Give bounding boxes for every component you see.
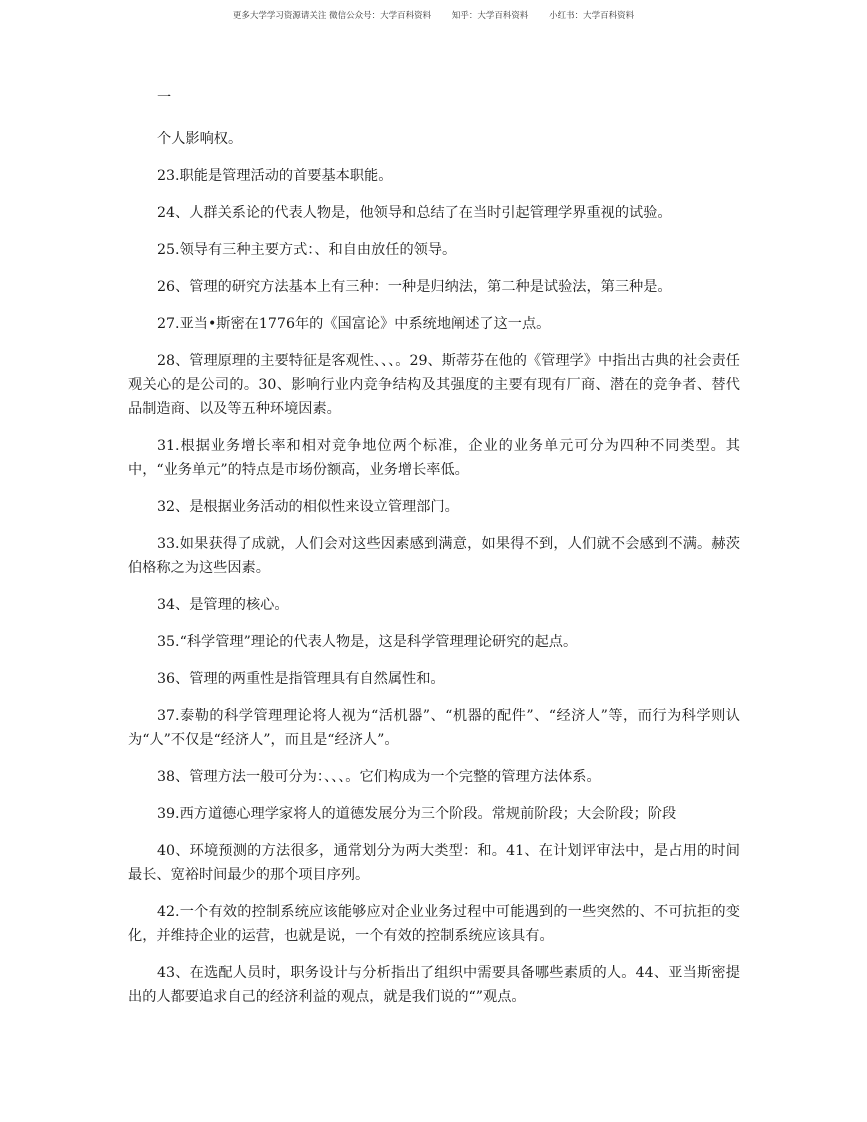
paragraph: 31.根据业务增长率和相对竞争地位两个标准，企业的业务单元可分为四种不同类型。其中，“业务单元”的特点是市场份额高，业务增长率低。	[128, 438, 740, 478]
header-wechat-text: 更多大学学习资源请关注 微信公众号：大学百科资料	[232, 11, 432, 21]
paragraph: 38、管理方法一般可分为：、、、。它们构成为一个完整的管理方法体系。	[157, 769, 601, 785]
paragraph: 42.一个有效的控制系统应该能够应对企业业务过程中可能遇到的一些突然的、不可抗拒的变化，并维持企业的运营，也就是说，一个有效的控制系统应该具有。	[128, 904, 740, 944]
header-xiaohongshu-text: 小红书：大学百科资料	[549, 11, 635, 21]
paragraph: 27.亚当•斯密在1776年的《国富论》中系统地阐述了这一点。	[157, 316, 551, 332]
page-header	[0, 9, 867, 21]
document-body	[128, 86, 740, 1022]
paragraph: 个人影响权。	[157, 131, 243, 147]
paragraph: 43、在选配人员时，职务设计与分析指出了组织中需要具备哪些素质的人。44、亚当斯密提出的人都要追求自己的经济利益的观点，就是我们说的“”观点。	[128, 965, 740, 1005]
paragraph: 36、管理的两重性是指管理具有自然属性和。	[157, 671, 445, 687]
header-zhihu-text: 知乎：大学百科资料	[451, 11, 529, 21]
paragraph: 40、环境预测的方法很多，通常划分为两大类型：和。41、在计划评审法中，是占用的时间最长、宽裕时间最少的那个项目序列。	[128, 843, 740, 883]
paragraph: 23.职能是管理活动的首要基本职能。	[157, 168, 393, 184]
paragraph: 33.如果获得了成就，人们会对这些因素感到满意，如果得不到，人们就不会感到不满。赫茨伯格称之为这些因素。	[128, 536, 740, 576]
paragraph: 32、是根据业务活动的相似性来设立管理部门。	[157, 499, 459, 515]
paragraph: 25.领导有三种主要方式：、和自由放任的领导。	[157, 242, 457, 258]
paragraph: 39.西方道德心理学家将人的道德发展分为三个阶段。常规前阶段；大会阶段；阶段	[157, 806, 677, 822]
paragraph: 26、管理的研究方法基本上有三种：一种是归纳法，第二种是试验法，第三种是。	[157, 279, 672, 295]
paragraph: 37.泰勒的科学管理理论将人视为“活机器”、“机器的配件”、“经济人”等，而行为科学则认为“人”不仅是“经济人”，而且是“经济人”。	[128, 708, 740, 748]
paragraph: 一	[157, 90, 172, 106]
paragraph: 35.“科学管理”理论的代表人物是，这是科学管理理论研究的起点。	[157, 634, 578, 650]
paragraph: 28、管理原理的主要特征是客观性、、、。29、斯蒂芬在他的《管理学》中指出古典的社会责任观关心的是公司的。30、影响行业内竞争结构及其强度的主要有现有厂商、潜在的竞争者、替代品制造商、以及等五种环境因素。	[128, 353, 740, 417]
paragraph: 34、是管理的核心。	[157, 597, 289, 613]
paragraph: 24、人群关系论的代表人物是，他领导和总结了在当时引起管理学界重视的试验。	[157, 205, 672, 221]
